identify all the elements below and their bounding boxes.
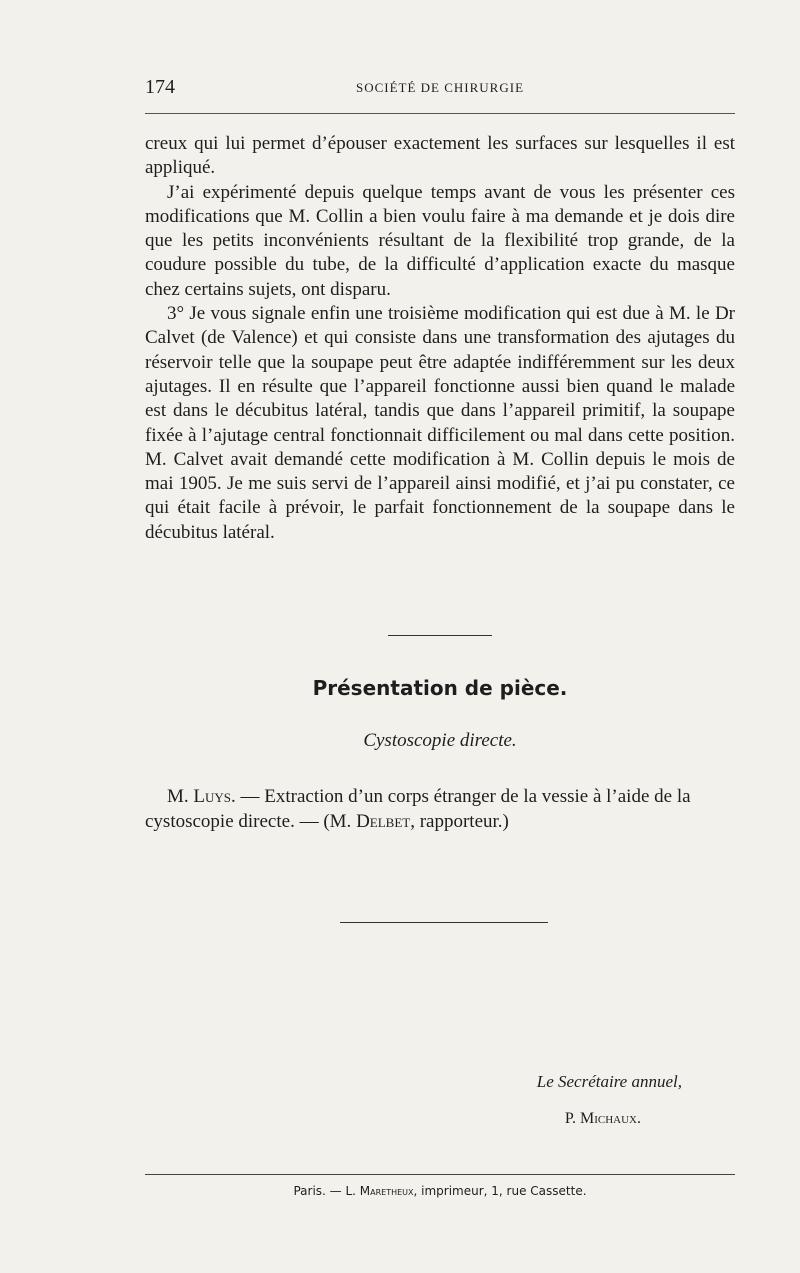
printer-imprint — [145, 1184, 735, 1198]
author-name: Luys — [193, 786, 232, 807]
presentation-entry — [145, 784, 735, 834]
signature-name-suffix: . — [637, 1110, 641, 1127]
paragraph-1: creux qui lui permet d’épouser exactement les surfaces sur lesquelles il est appliqué. — [145, 133, 735, 179]
author-prefix: M. — [167, 786, 194, 807]
section-subtitle: Cystoscopie directe. — [363, 730, 517, 751]
imprint-prefix: Paris. — L. — [293, 1184, 360, 1198]
page-header — [145, 76, 735, 102]
footer-rule — [145, 1174, 735, 1175]
end-divider — [340, 922, 548, 923]
running-title: SOCIÉTÉ DE CHIRURGIE — [355, 80, 525, 95]
page-number: 174 — [145, 76, 175, 98]
signature-role: Le Secrétaire annuel, — [536, 1072, 682, 1091]
presentation-text — [145, 784, 735, 834]
section-title: Présentation de pièce. — [312, 676, 568, 700]
imprint-suffix: , imprimeur, 1, rue Cassette. — [413, 1184, 587, 1198]
header-rule — [145, 113, 735, 114]
signature-name — [450, 1110, 641, 1128]
presentation-text-1: . — Extraction d’un corps étranger de la vessie à l’aide de la cystoscopie directe. — (M. — [145, 786, 691, 832]
paragraph-2: J’ai expérimenté depuis quelque temps avant de vous les présenter ces modifications que M. Collin a bien voulu faire à ma demande et je dois dire que les petits inconvénients résultant de la flexibilité trop grande, de la coudure possible du tube, de la difficulté d’application exacte du masque chez certains sujets, ont disparu. — [145, 181, 735, 300]
signature-surname: Michaux — [579, 1110, 637, 1127]
body-text — [145, 132, 735, 545]
rapporteur-name: Delbet — [356, 811, 411, 832]
signature-name-prefix: P. — [564, 1110, 580, 1127]
presentation-text-2: , rapporteur.) — [410, 811, 509, 832]
section-divider — [388, 635, 492, 636]
printer-name: Maretheux — [359, 1184, 414, 1198]
paragraph-3: 3° Je vous signale enfin une troisième modification qui est due à M. le Dr Calvet (de Valence) et qui consiste dans une transformation des ajutages du réservoir telle que la soupape peut être adaptée indifféremment sur les deux ajutages. Il en résulte que l’appareil fonctionne aussi bien quand le malade est dans le décubitus latéral, tandis que dans l’appareil primitif, la soupape fixée à l’ajutage central fonctionnait difficilement ou mal dans cette position. M. Calvet avait demandé cette modification à M. Collin depuis le mois de mai 1905. Je me suis servi de l’appareil ainsi modifié, et j’ai pu constater, ce qui était facile à prévoir, le parfait fonctionnement de la soupape dans le décubitus latéral. — [145, 303, 735, 543]
